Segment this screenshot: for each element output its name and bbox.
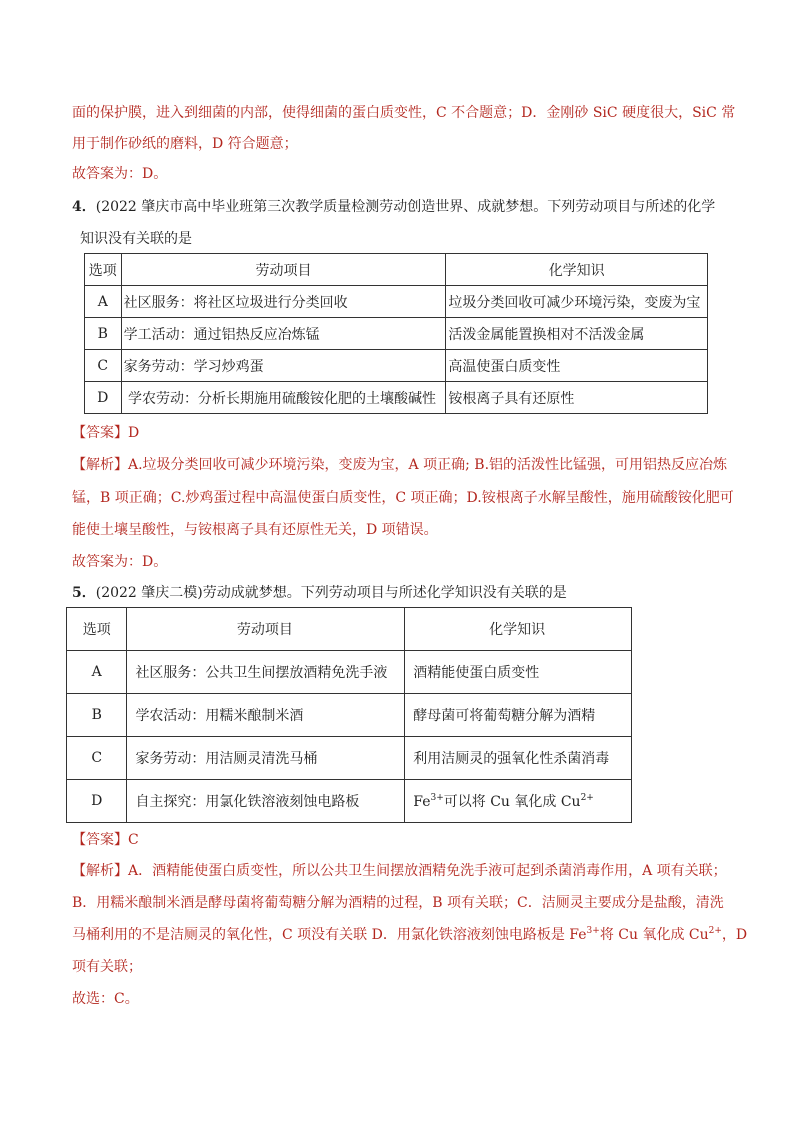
table-header-project: 劳动项目 <box>127 608 405 651</box>
table-cell-project: 家务劳动：学习炒鸡蛋 <box>121 350 446 382</box>
q4-answer <box>72 423 139 443</box>
q5-conclusion: 故选：C。 <box>72 991 139 1007</box>
table-row <box>85 318 708 350</box>
intro-line-1: 面的保护膜，进入到细菌的内部，使得细菌的蛋白质变性，C 不合题意；D．金刚砂 SiC 硬度很大，SiC 常 <box>72 105 736 121</box>
q5-stem-text: (2022 肇庆二模)劳动成就梦想。下列劳动项目与所述化学知识没有关联的是 <box>95 585 567 601</box>
table-header-knowledge: 化学知识 <box>446 254 708 286</box>
table-cell-project: 家务劳动：用洁厕灵清洗马桶 <box>127 737 405 780</box>
analysis-text: 将 Cu 氧化成 Cu <box>599 927 709 943</box>
table-cell-knowledge <box>405 780 632 823</box>
q5-analysis-line-2: B．用糯米酿制米酒是酵母菌将葡萄糖分解为酒精的过程，B 项有关联；C．洁厕灵主要成分是盐酸，清洗 <box>72 895 724 911</box>
table-header-project: 劳动项目 <box>121 254 446 286</box>
table-row <box>67 780 632 823</box>
q4-number: 4． <box>72 199 96 215</box>
analysis-text: ，D <box>721 927 748 943</box>
table-cell-knowledge: 铵根离子具有还原性 <box>446 382 708 414</box>
q5-answer <box>72 830 139 850</box>
intro-conclusion: 故答案为：D。 <box>72 166 168 182</box>
table-cell-project: 学农劳动：分析长期施用硫酸铵化肥的土壤酸碱性 <box>121 382 446 414</box>
table-header-knowledge: 化学知识 <box>405 608 632 651</box>
q4-analysis-line-2: 锰，B 项正确；C.炒鸡蛋过程中高温使蛋白质变性，C 项正确；D.铵根离子水解呈酸性，施用硫酸铵化肥可 <box>72 490 734 506</box>
table-row <box>67 651 632 694</box>
table-cell-knowledge: 活泼金属能置换相对不活泼金属 <box>446 318 708 350</box>
table-header-row <box>85 254 708 286</box>
table-header-option: 选项 <box>67 608 127 651</box>
table-cell-project: 社区服务：公共卫生间摆放酒精免洗手液 <box>127 651 405 694</box>
analysis-text: A.垃圾分类回收可减少环境污染，变废为宝，A 项正确; B.铝的活泼性比锰强，可用铝热反应冶炼 <box>128 457 728 473</box>
table-row <box>85 350 708 382</box>
table-cell-knowledge: 利用洁厕灵的强氧化性杀菌消毒 <box>405 737 632 780</box>
formula-fe: Fe <box>413 794 431 810</box>
answer-value: D <box>128 425 140 441</box>
table-row <box>67 737 632 780</box>
q4-stem-line-2: 知识没有关联的是 <box>80 231 192 247</box>
table-cell-option: A <box>85 286 122 318</box>
charge-superscript: 2+ <box>580 793 594 803</box>
table-cell-knowledge: 酵母菌可将葡萄糖分解为酒精 <box>405 694 632 737</box>
table-cell-project: 学农活动：用糯米酿制米酒 <box>127 694 405 737</box>
charge-superscript: 2+ <box>708 926 722 936</box>
table-cell-knowledge: 酒精能使蛋白质变性 <box>405 651 632 694</box>
table-cell-project: 自主探究：用氯化铁溶液刻蚀电路板 <box>127 780 405 823</box>
table-cell-option: D <box>67 780 127 823</box>
analysis-label: 【解析】 <box>72 863 128 879</box>
q4-analysis-line-3: 能使土壤呈酸性，与铵根离子具有还原性无关，D 项错误。 <box>72 522 438 538</box>
q5-analysis-line-1 <box>72 861 727 881</box>
q5-analysis-line-3 <box>72 925 747 945</box>
answer-label: 【答案】 <box>72 425 128 441</box>
table-cell-option: B <box>85 318 122 350</box>
table-cell-project: 社区服务：将社区垃圾进行分类回收 <box>121 286 446 318</box>
analysis-text: 马桶利用的不是洁厕灵的氧化性，C 项没有关联 D．用氯化铁溶液刻蚀电路板是 Fe <box>72 927 587 943</box>
intro-line-2: 用于制作砂纸的磨料，D 符合题意； <box>72 136 298 152</box>
table-cell-option: B <box>67 694 127 737</box>
table-cell-project: 学工活动：通过铝热反应冶炼锰 <box>121 318 446 350</box>
answer-label: 【答案】 <box>72 832 128 848</box>
table-row <box>85 382 708 414</box>
table-cell-option: D <box>85 382 122 414</box>
table-row <box>67 694 632 737</box>
q4-conclusion: 故答案为：D。 <box>72 554 168 570</box>
q5-table <box>66 607 632 823</box>
table-cell-option: C <box>85 350 122 382</box>
q5-stem-line-1 <box>72 583 567 603</box>
q4-analysis-line-1 <box>72 455 727 475</box>
analysis-label: 【解析】 <box>72 457 128 473</box>
q4-table <box>84 253 708 414</box>
analysis-text: A．酒精能使蛋白质变性，所以公共卫生间摆放酒精免洗手液可起到杀菌消毒作用，A 项有关联； <box>128 863 727 879</box>
table-cell-option: C <box>67 737 127 780</box>
charge-superscript: 3+ <box>586 926 600 936</box>
q4-stem-text: (2022 肇庆市高中毕业班第三次教学质量检测劳动创造世界、成就梦想。下列劳动项目与所述的化学 <box>95 199 716 215</box>
table-header-row <box>67 608 632 651</box>
q5-number: 5． <box>72 585 96 601</box>
table-cell-option: A <box>67 651 127 694</box>
q5-analysis-line-4: 项有关联； <box>72 959 142 975</box>
table-row <box>85 286 708 318</box>
table-cell-knowledge: 高温使蛋白质变性 <box>446 350 708 382</box>
formula-text: 可以将 Cu 氧化成 Cu <box>443 794 581 810</box>
table-cell-knowledge: 垃圾分类回收可减少环境污染，变废为宝 <box>446 286 708 318</box>
answer-value: C <box>128 832 139 848</box>
table-header-option: 选项 <box>85 254 122 286</box>
q4-stem-line-1 <box>72 197 715 217</box>
charge-superscript: 3+ <box>430 793 444 803</box>
